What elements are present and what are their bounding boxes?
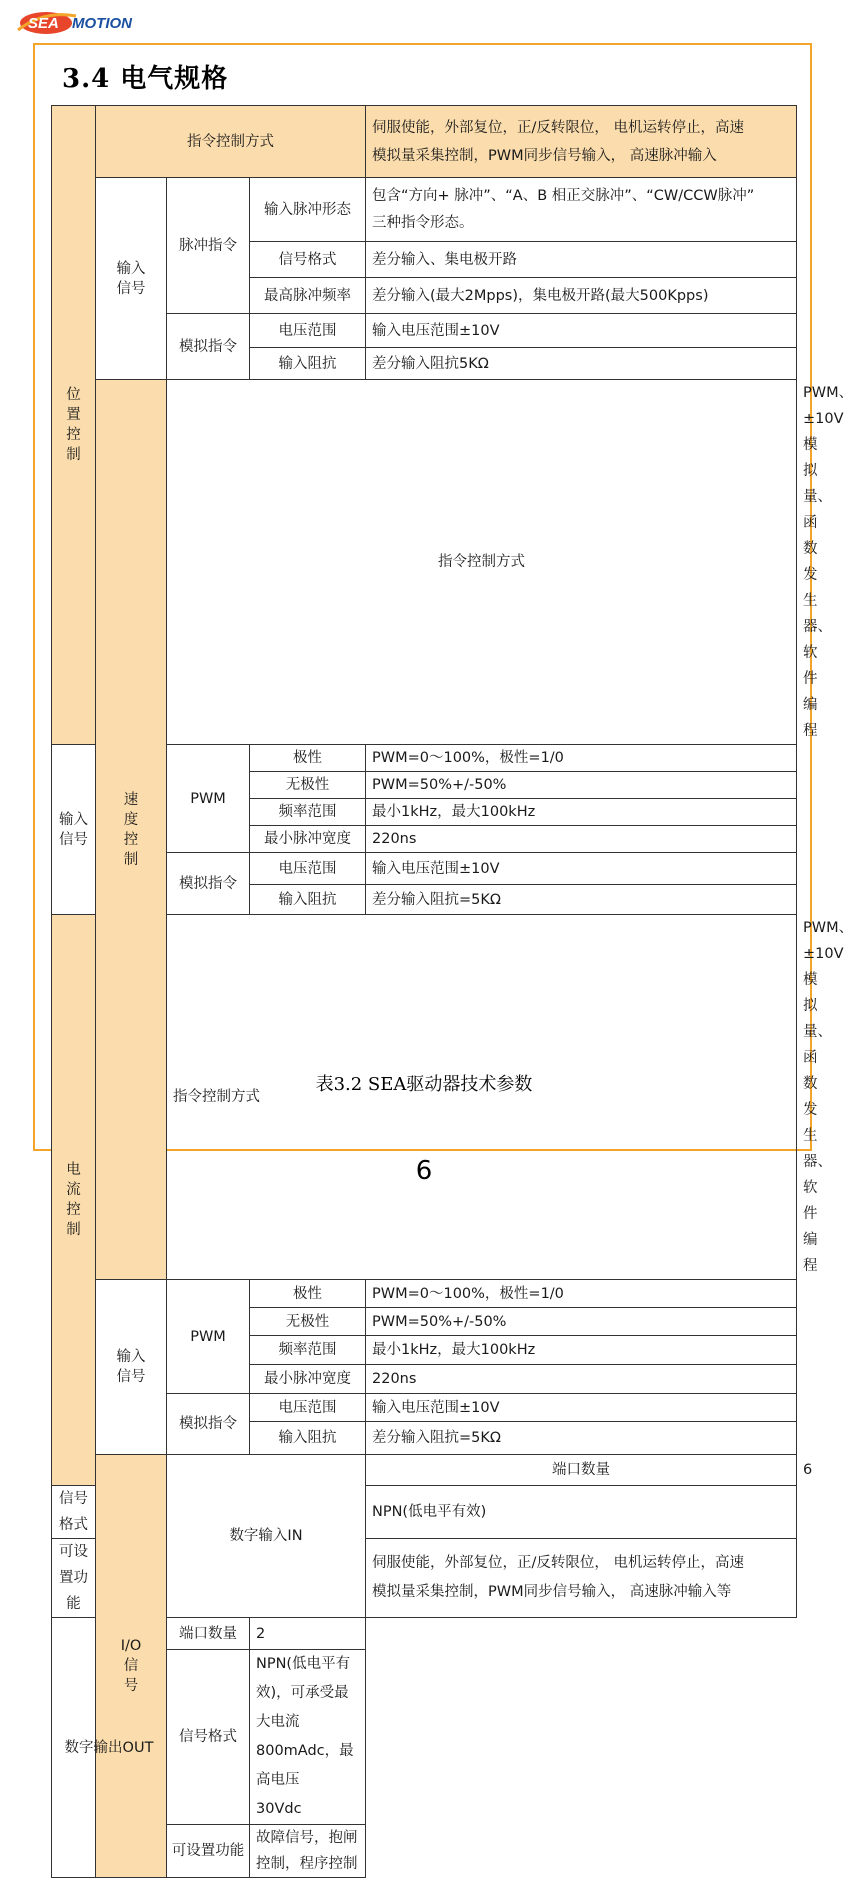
position-cmd-mode-line-2: 模拟量采集控制，PWM同步信号输入， 高速脉冲输入 bbox=[372, 147, 717, 164]
io-dout-func-value: 故障信号，抱闸控制，程序控制 bbox=[250, 1825, 366, 1878]
io-din-func-label: 可设置功能 bbox=[52, 1539, 96, 1618]
section-speed-title: 速 度 控 制 bbox=[96, 380, 167, 1280]
current-impedance-label: 输入阻抗 bbox=[250, 1422, 366, 1455]
position-pulse-form-label: 输入脉冲形态 bbox=[250, 178, 366, 242]
sea-motion-logo bbox=[14, 6, 134, 38]
speed-freq-value: 最小1kHz，最大100kHz bbox=[366, 799, 797, 826]
position-cmd-mode-value bbox=[366, 106, 797, 178]
position-signal-format-label: 信号格式 bbox=[250, 242, 366, 278]
speed-nonpolar-value: PWM=50%+/-50% bbox=[366, 772, 797, 799]
io-digital-input: 数字输入IN bbox=[167, 1455, 366, 1618]
current-cmd-mode-label: 指令控制方式 bbox=[167, 915, 797, 1280]
io-dout-ports-label: 端口数量 bbox=[167, 1618, 250, 1650]
section-position-title: 位 置 控 制 bbox=[52, 106, 96, 745]
current-polar-value: PWM=0～100%，极性=1/0 bbox=[366, 1280, 797, 1308]
logo-sea-text: SEA bbox=[28, 15, 59, 32]
current-voltage-label: 电压范围 bbox=[250, 1394, 366, 1422]
io-dout-func-label: 可设置功能 bbox=[167, 1825, 250, 1878]
io-dout-format-label: 信号格式 bbox=[167, 1650, 250, 1825]
speed-polar-value: PWM=0～100%，极性=1/0 bbox=[366, 745, 797, 772]
position-pulse-form-value bbox=[366, 178, 797, 242]
current-min-width-label: 最小脉冲宽度 bbox=[250, 1365, 366, 1394]
position-cmd-mode-line-1: 伺服使能，外部复位，正/反转限位， 电机运转停止，高速 bbox=[372, 119, 744, 136]
speed-polar-label: 极性 bbox=[250, 745, 366, 772]
speed-min-width-value: 220ns bbox=[366, 826, 797, 853]
speed-voltage-label: 电压范围 bbox=[250, 853, 366, 885]
section-heading: 3.4 电气规格 bbox=[62, 64, 229, 94]
speed-nonpolar-label: 无极性 bbox=[250, 772, 366, 799]
current-input-signal: 输入 信号 bbox=[96, 1280, 167, 1455]
current-min-width-value: 220ns bbox=[366, 1365, 797, 1394]
section-io-title: I/O 信 号 bbox=[96, 1455, 167, 1878]
current-freq-value: 最小1kHz，最大100kHz bbox=[366, 1336, 797, 1365]
speed-min-width-label: 最小脉冲宽度 bbox=[250, 826, 366, 853]
current-nonpolar-value: PWM=50%+/-50% bbox=[366, 1308, 797, 1336]
io-digital-output: 数字输出OUT bbox=[52, 1618, 167, 1878]
current-polar-label: 极性 bbox=[250, 1280, 366, 1308]
table-caption: 表3.2 SEA驱动器技术参数 bbox=[315, 1074, 533, 1095]
io-dout-ports-value: 2 bbox=[250, 1618, 366, 1650]
io-din-func-line-1: 伺服使能，外部复位，正/反转限位， 电机运转停止，高速 bbox=[372, 1555, 744, 1571]
speed-pwm: PWM bbox=[167, 745, 250, 853]
current-freq-label: 频率范围 bbox=[250, 1336, 366, 1365]
position-impedance-label: 输入阻抗 bbox=[250, 348, 366, 380]
position-voltage-value: 输入电压范围±10V bbox=[366, 314, 797, 348]
current-voltage-value: 输入电压范围±10V bbox=[366, 1394, 797, 1422]
speed-freq-label: 频率范围 bbox=[250, 799, 366, 826]
speed-impedance-label: 输入阻抗 bbox=[250, 885, 366, 915]
position-pulse-form-line-1: 包含“方向+ 脉冲”、“A、B 相正交脉冲”、“CW/CCW脉冲” bbox=[372, 187, 755, 204]
io-din-format-value: NPN(低电平有效) bbox=[366, 1486, 797, 1539]
io-dout-format-value bbox=[250, 1650, 366, 1825]
speed-analog-cmd: 模拟指令 bbox=[167, 853, 250, 915]
speed-voltage-value: 输入电压范围±10V bbox=[366, 853, 797, 885]
speed-cmd-mode-label: 指令控制方式 bbox=[167, 380, 797, 745]
position-input-signal: 输入 信号 bbox=[96, 178, 167, 380]
io-din-func-line-2: 模拟量采集控制，PWM同步信号输入， 高速脉冲输入等 bbox=[372, 1584, 732, 1600]
current-pwm: PWM bbox=[167, 1280, 250, 1394]
current-analog-cmd: 模拟指令 bbox=[167, 1394, 250, 1455]
io-din-ports-label: 端口数量 bbox=[366, 1455, 797, 1486]
page-number: 6 bbox=[415, 1156, 433, 1186]
io-din-format-label: 信号格式 bbox=[52, 1486, 96, 1539]
section-current-title: 电 流 控 制 bbox=[52, 915, 96, 1486]
position-max-freq-value: 差分输入(最大2Mpps)，集电极开路(最大500Kpps) bbox=[366, 278, 797, 314]
position-cmd-mode-label: 指令控制方式 bbox=[96, 106, 366, 178]
position-max-freq-label: 最高脉冲频率 bbox=[250, 278, 366, 314]
logo-motion-text: MOTION bbox=[72, 15, 132, 32]
position-signal-format-value: 差分输入、集电极开路 bbox=[366, 242, 797, 278]
speed-input-signal: 输入 信号 bbox=[52, 745, 96, 915]
current-impedance-value: 差分输入阻抗=5KΩ bbox=[366, 1422, 797, 1455]
electrical-spec-table: 位 置 控 制 指令控制方式 伺服使能，外部复位，正/反转限位， 电机运转停止，高速 模拟量采集控制，PWM同步信号输入， 高速脉冲输入 输入 信号 脉冲指令 输入脉冲形态 包含“方向+ 脉冲”、“A、B 相正交脉冲”、“CW/CCW脉冲” 三种指令形态。 信号格式 差分输入、集电极开路 最高脉冲频率 差分输入(最大2Mpps)，集电极开路(最大500Kpps) 模拟指令 电压范围 输入电压范围±10V 输入阻抗 差分输入阻抗5KΩ 速 度 控 制 指令控制方式 PWM、 ±10V 模拟量、函数发生器、软件编程 输入 信号 PWM 极性 PWM=0～100%，极性=1/0 无极性 PWM=50%+/-50% 频率范围 最小1kHz，最大100kHz 最小脉冲宽度 220ns 模拟指令 电压范围 输入电压范围±10V 输入阻抗 差分输入阻抗=5KΩ 电 流 控 制 指令控制方式 PWM、 ±10V 模拟量、函数发生器、软件编程 输入 信号 PWM 极性 PWM=0～100%，极性=1/0 无极性 PWM=50%+/-50% 频率范围 最小1kHz，最大100kHz 最小脉冲宽度 220ns 模拟指令 电压范围 输入电压范围±10V 输入阻抗 差分输入阻抗=5KΩ I/O 信 号 数字输入IN 端口数量 6 信号格式 NPN(低电平有效) 可设置功能 伺服使能，外部复位，正/反转限位， 电机运转停止，高速 模拟量采集控制，PWM同步信号输入， 高速脉冲输入等 数字输出OUT 端口数量 2 信号格式 NPN(低电平有效)，可承受最大电流800mAdc，最高电压 30Vdc 可设置功能 故障信号，抱闸控制，程序控制 bbox=[51, 105, 797, 1878]
position-pulse-form-line-2: 三种指令形态。 bbox=[372, 214, 474, 231]
current-nonpolar-label: 无极性 bbox=[250, 1308, 366, 1336]
position-analog-cmd: 模拟指令 bbox=[167, 314, 250, 380]
io-dout-format-line-1: NPN(低电平有效)，可承受最大电流800mAdc，最高电压 bbox=[256, 1656, 354, 1788]
position-voltage-label: 电压范围 bbox=[250, 314, 366, 348]
io-din-func-value bbox=[366, 1539, 797, 1618]
io-dout-format-line-2: 30Vdc bbox=[256, 1801, 302, 1817]
position-impedance-value: 差分输入阻抗5KΩ bbox=[366, 348, 797, 380]
speed-impedance-value: 差分输入阻抗=5KΩ bbox=[366, 885, 797, 915]
position-pulse-cmd: 脉冲指令 bbox=[167, 178, 250, 314]
